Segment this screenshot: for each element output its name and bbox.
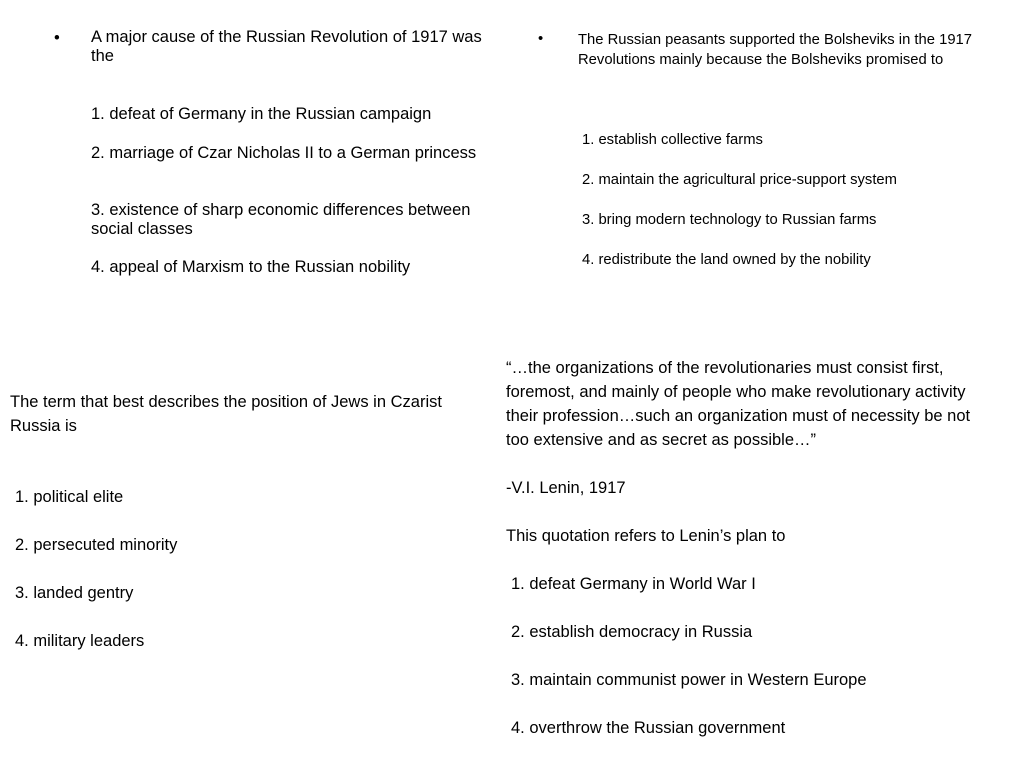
question-stem: This quotation refers to Lenin’s plan to bbox=[506, 527, 786, 545]
answer-option-2: 2. establish democracy in Russia bbox=[511, 623, 753, 641]
answer-option-4: 4. redistribute the land owned by the nobility bbox=[582, 252, 871, 268]
answer-option-3: 3. maintain communist power in Western Europe bbox=[511, 671, 867, 689]
question-stem: A major cause of the Russian Revolution of 1917 was the bbox=[91, 28, 482, 65]
answer-option-2: 2. marriage of Czar Nicholas II to a German princess bbox=[91, 144, 477, 162]
quote-attribution: -V.I. Lenin, 1917 bbox=[506, 479, 626, 497]
answer-option-4: 4. overthrow the Russian government bbox=[511, 719, 786, 737]
answer-option-3: 3. existence of sharp economic differences between social classes bbox=[91, 201, 471, 238]
answer-option-4: 4. appeal of Marxism to the Russian nobility bbox=[91, 258, 411, 276]
answer-option-2: 2. persecuted minority bbox=[15, 536, 178, 554]
answer-option-3: 3. landed gentry bbox=[15, 584, 134, 602]
bullet-icon: • bbox=[54, 29, 60, 47]
question-stem: The term that best describes the position of Jews in Czarist Russia is bbox=[10, 393, 442, 435]
bullet-icon: • bbox=[538, 31, 544, 47]
answer-option-1: 1. defeat of Germany in the Russian campaign bbox=[91, 105, 432, 123]
lenin-quote: “…the organizations of the revolutionaries must consist first, foremost, and mainly of people who make revolutionary activity their profession…such an organization must of necessity be not too extensive and as secret as possible…” bbox=[506, 359, 971, 449]
question-stem: The Russian peasants supported the Bolsheviks in the 1917 Revolutions mainly because the Bolsheviks promised to bbox=[578, 32, 973, 68]
answer-option-2: 2. maintain the agricultural price-support system bbox=[582, 172, 897, 188]
answer-option-3: 3. bring modern technology to Russian farms bbox=[582, 212, 877, 228]
answer-option-1: 1. political elite bbox=[15, 488, 124, 506]
answer-option-1: 1. establish collective farms bbox=[582, 132, 763, 148]
answer-option-4: 4. military leaders bbox=[15, 632, 145, 650]
answer-option-1: 1. defeat Germany in World War I bbox=[511, 575, 756, 593]
